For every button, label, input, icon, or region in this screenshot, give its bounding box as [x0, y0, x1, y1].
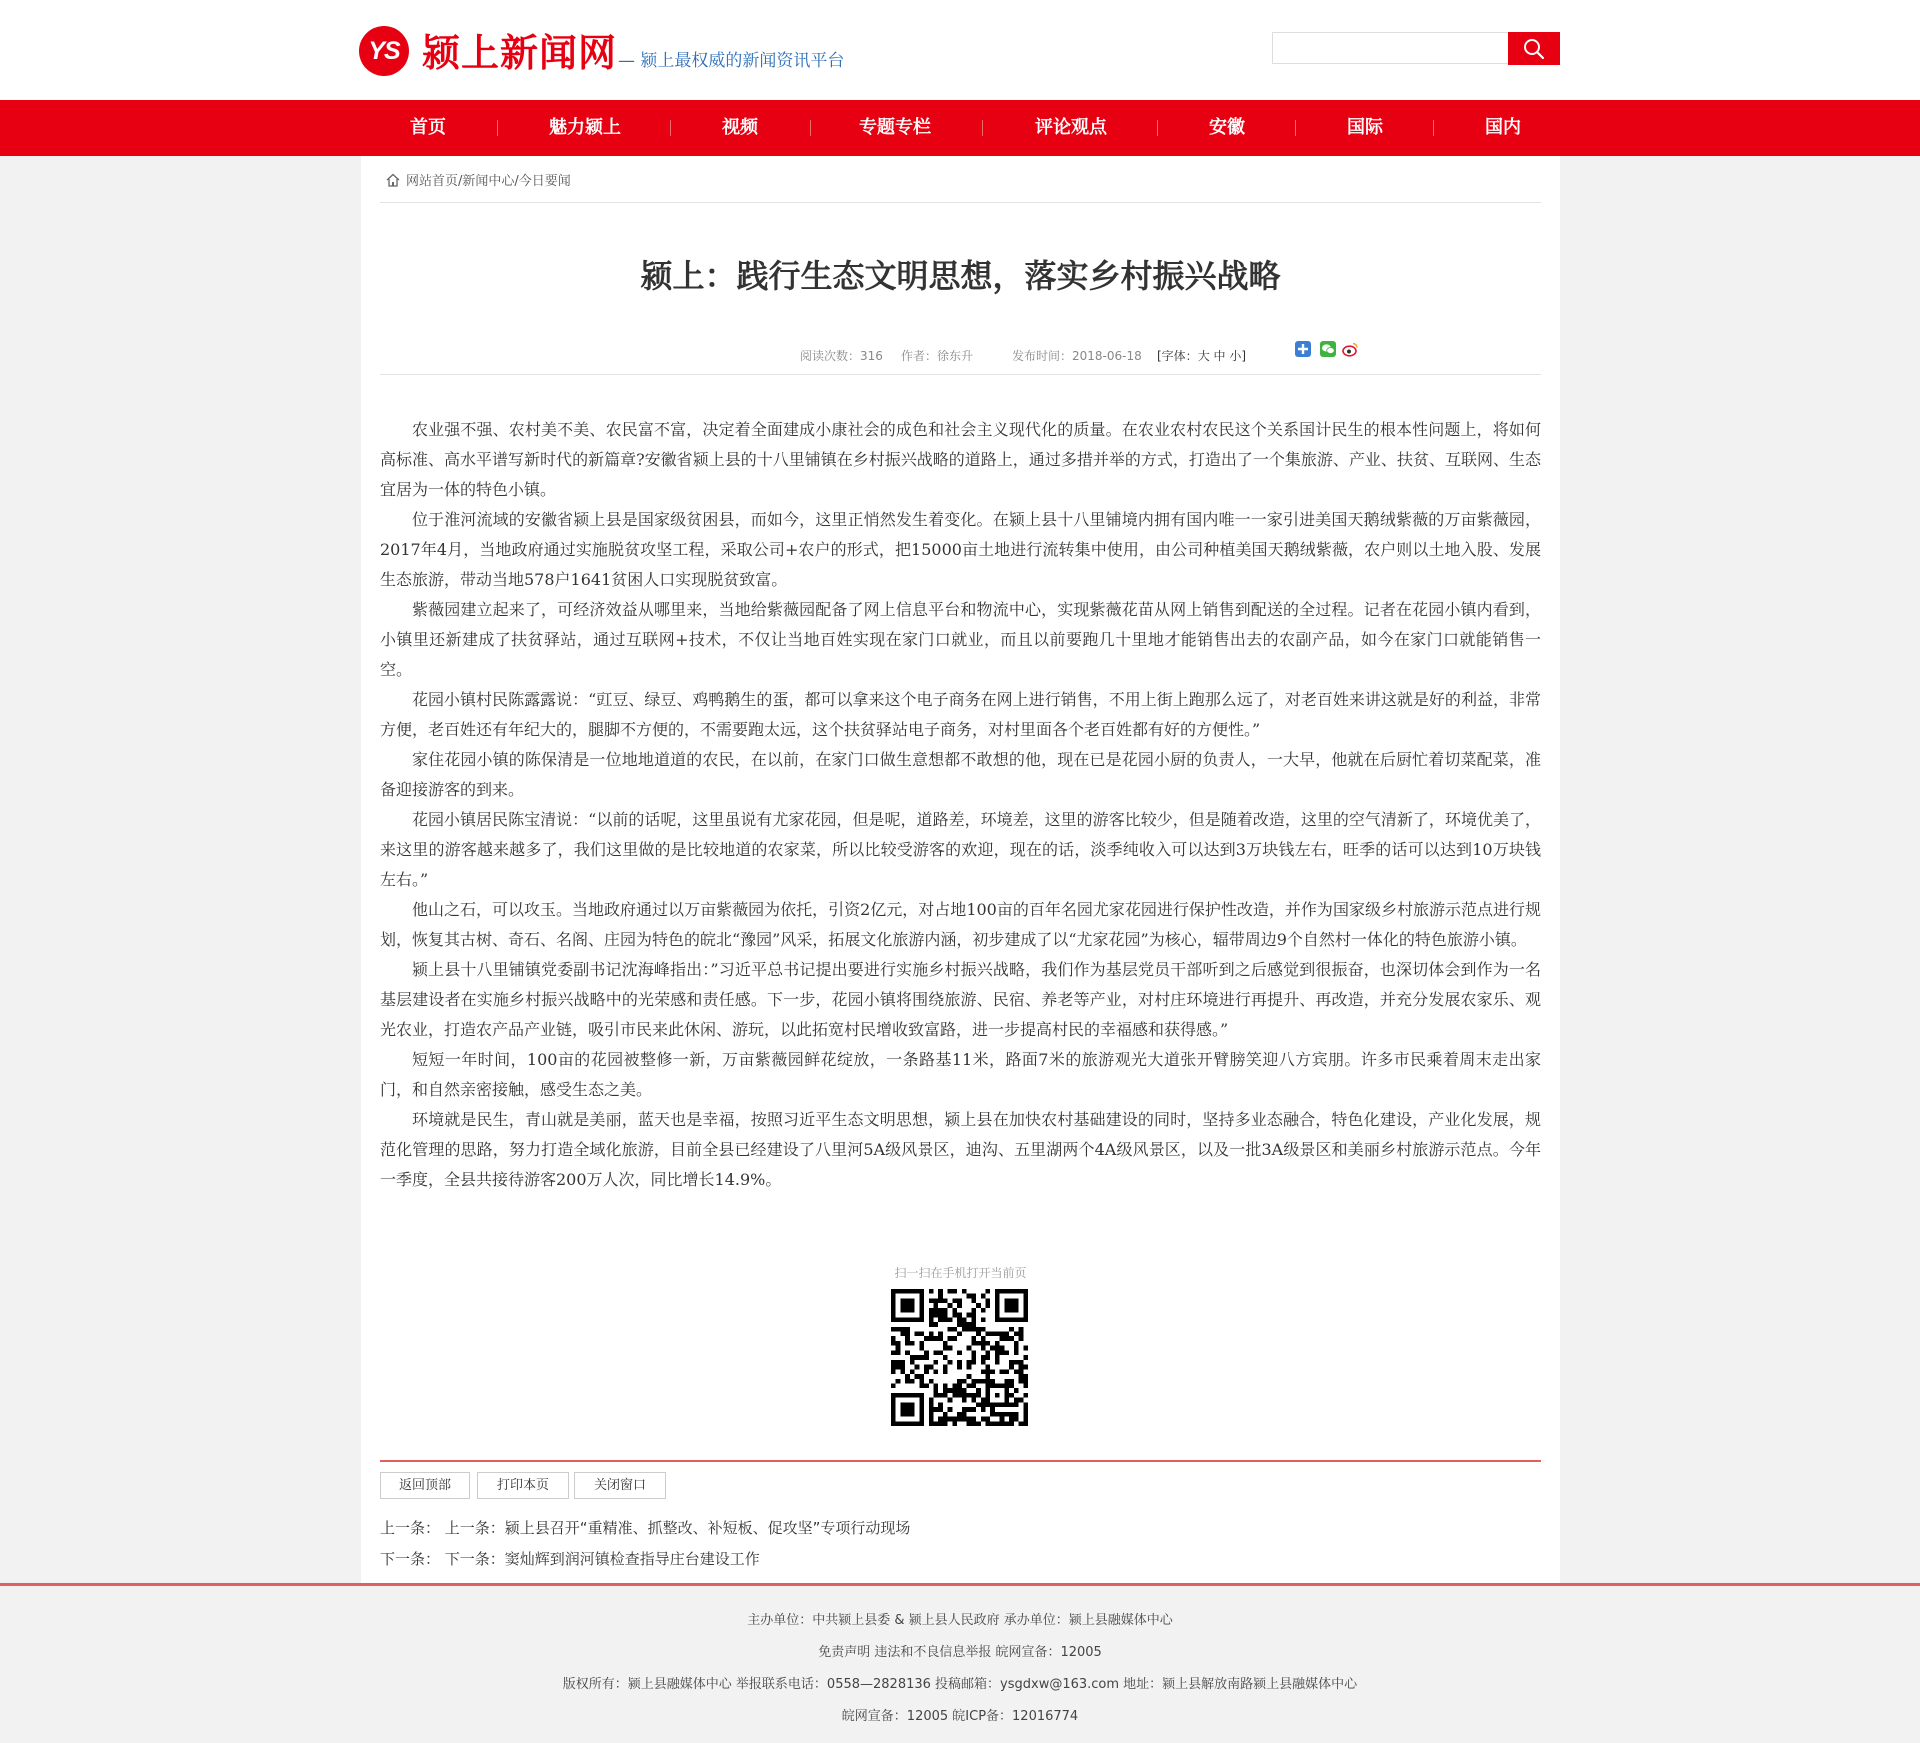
nav-separator: [1295, 120, 1296, 136]
footer-license: 皖网宣备：12005 皖ICP备：12016774: [841, 1709, 1079, 1724]
article-paragraph: 花园小镇村民陈露露说：“豇豆、绿豆、鸡鸭鹅生的蛋，都可以拿来这个电子商务在网上进行销售，不用上街上跑那么远了，对老百姓来讲这就是好的利益，非常方便，老百姓还有年纪大的，腿脚不方便的，不需要跑太远，这个扶贫驿站电子商务，对村里面各个老百姓都有好的方便性。”: [380, 690, 1541, 739]
publish-date-value: 2018-06-18: [1072, 349, 1142, 363]
site-logo-mark[interactable]: YS: [359, 26, 409, 76]
article-body: [380, 415, 1541, 1195]
author: [901, 347, 973, 364]
nav-separator: [1157, 120, 1158, 136]
plus-icon: [1295, 341, 1311, 357]
next-label: 下一条：: [380, 1550, 441, 1568]
nav-separator: [982, 120, 983, 136]
wechat-icon[interactable]: [1320, 341, 1336, 357]
font-size-large[interactable]: 大: [1197, 349, 1210, 363]
footer-disclaimer[interactable]: 免责声明 违法和不良信息举报 皖网宣备：12005: [818, 1645, 1102, 1660]
font-size-label: [字体：: [1157, 349, 1198, 363]
nav-item-international[interactable]: 国际: [1347, 117, 1383, 138]
publish-date: [1012, 347, 1142, 364]
search-input[interactable]: [1272, 32, 1508, 64]
search-button[interactable]: [1508, 32, 1560, 65]
footer-copyright: 版权所有：颍上县融媒体中心 举报联系电话：0558—2828136 投稿邮箱：ysgdxw@163.com 地址：颍上县解放南路颍上县融媒体中心: [562, 1677, 1358, 1692]
footer-organizers: 主办单位：中共颍上县委 & 颍上县人民政府 承办单位：颍上县融媒体中心: [747, 1613, 1173, 1628]
qr-code: [891, 1289, 1028, 1426]
article-paragraph: 农业强不强、农村美不美、农民富不富，决定着全面建成小康社会的成色和社会主义现代化的质量。在农业农村农民这个关系国计民生的根本性问题上，将如何高标准、高水平谱写新时代的新篇章?安徽省颍上县的十八里铺镇在乡村振兴战略的道路上，通过多措并举的方式，打造出了一个集旅游、产业、扶贫、互联网、生态宜居为一体的特色小镇。: [380, 420, 1541, 499]
share-more-icon[interactable]: [1295, 341, 1311, 357]
next-article-link[interactable]: 下一条：窦灿辉到润河镇检查指导庄台建设工作: [444, 1550, 760, 1568]
qr-caption: 扫一扫在手机打开当前页: [894, 1266, 1027, 1280]
article-paragraph: 紫薇园建立起来了，可经济效益从哪里来，当地给紫薇园配备了网上信息平台和物流中心，实现紫薇花苗从网上销售到配送的全过程。记者在花园小镇内看到，小镇里还新建成了扶贫驿站，通过互联网+技术，不仅让当地百姓实现在家门口就业，而且以前要跑几十里地才能销售出去的农副产品，如今在家门口就能销售一空。: [380, 600, 1541, 679]
nav-separator: [810, 120, 811, 136]
site-footer: [0, 1583, 1920, 1743]
article-paragraph: 环境就是民生，青山就是美丽，蓝天也是幸福，按照习近平生态文明思想，颍上县在加快农村基础建设的同时，坚持多业态融合，特色化建设，产业化发展，规范化管理的思路，努力打造全域化旅游，目前全县已经建设了八里河5A级风景区，迪沟、五里湖两个4A级风景区，以及一批3A级景区和美丽乡村旅游示范点。今年一季度，全县共接待游客200万人次，同比增长14.9%。: [380, 1110, 1541, 1189]
read-count-value: 316: [860, 349, 883, 363]
publish-date-label: 发布时间：: [1012, 349, 1073, 363]
prev-article: [380, 1517, 910, 1538]
read-count-label: 阅读次数：: [800, 349, 861, 363]
nav-item-special[interactable]: 专题专栏: [859, 117, 931, 138]
nav-item-charm[interactable]: 魅力颍上: [549, 117, 621, 138]
font-size-small[interactable]: 小: [1229, 349, 1242, 363]
print-button[interactable]: 打印本页: [477, 1472, 569, 1499]
nav-item-home[interactable]: 首页: [410, 117, 446, 138]
font-size-medium[interactable]: 中: [1213, 349, 1226, 363]
search-icon: [1522, 37, 1546, 61]
breadcrumb: [386, 170, 571, 189]
weibo-icon[interactable]: [1342, 341, 1358, 357]
nav-item-anhui[interactable]: 安徽: [1209, 117, 1245, 138]
divider: [380, 374, 1541, 375]
article-paragraph: 他山之石，可以攻玉。当地政府通过以万亩紫薇园为依托，引资2亿元，对占地100亩的百年名园尤家花园进行保护性改造，并作为国家级乡村旅游示范点进行规划，恢复其古树、奇石、名阁、庄园为特色的皖北“豫园”风采，拓展文化旅游内涵，初步建成了以“尤家花园”为核心，辐带周边9个自然村一体化的特色旅游小镇。: [380, 900, 1541, 949]
nav-item-video[interactable]: 视频: [722, 117, 758, 138]
prev-label: 上一条：: [380, 1519, 441, 1537]
home-icon: [386, 173, 400, 187]
article-paragraph: 短短一年时间，100亩的花园被整修一新，万亩紫薇园鲜花绽放，一条路基11米，路面7米的旅游观光大道张开臂膀笑迎八方宾朋。许多市民乘着周末走出家门，和自然亲密接触，感受生态之美。: [380, 1050, 1541, 1099]
read-count: [800, 347, 883, 364]
prev-article-link[interactable]: 上一条：颍上县召开“重精准、抓整改、补短板、促攻坚”专项行动现场: [444, 1519, 911, 1537]
nav-separator: [1433, 120, 1434, 136]
article-paragraph: 花园小镇居民陈宝清说：“以前的话呢，这里虽说有尤家花园，但是呢，道路差，环境差，这里的游客比较少，但是随着改造，这里的空气清新了，环境优美了，来这里的游客越来越多了，我们这里做的是比较地道的农家菜，所以比较受游客的欢迎，现在的话，淡季纯收入可以达到3万块钱左右，旺季的话可以达到10万块钱左右。”: [380, 810, 1541, 889]
font-size-switcher: [1157, 347, 1246, 364]
article-paragraph: 颍上县十八里铺镇党委副书记沈海峰指出：”习近平总书记提出要进行实施乡村振兴战略，我们作为基层党员干部听到之后感觉到很振奋，也深切体会到作为一名基层建设者在实施乡村振兴战略中的光荣感和责任感。下一步，花园小镇将围绕旅游、民宿、养老等产业，对村庄环境进行再提升、再改造，并充分发展农家乐、观光农业，打造农产品产业链，吸引市民来此休闲、游玩，以此拓宽村民增收致富路，进一步提高村民的幸福感和获得感。”: [380, 960, 1541, 1039]
site-slogan: — 颍上最权威的新闻资讯平台: [618, 51, 845, 71]
next-article: [380, 1548, 760, 1569]
close-window-button[interactable]: 关闭窗口: [574, 1472, 666, 1499]
article-title: 颍上：践行生态文明思想，落实乡村振兴战略: [640, 257, 1281, 296]
nav-separator: [670, 120, 671, 136]
divider: [380, 1460, 1541, 1462]
article-paragraph: 位于淮河流域的安徽省颍上县是国家级贫困县，而如今，这里正悄然发生着变化。在颍上县十八里铺境内拥有国内唯一一家引进美国天鹅绒紫薇的万亩紫薇园，2017年4月，当地政府通过实施脱贫攻坚工程，采取公司+农户的形式，把15000亩土地进行流转集中使用，由公司种植美国天鹅绒紫薇，农户则以土地入股、发展生态旅游，带动当地578户1641贫困人口实现脱贫致富。: [380, 510, 1541, 589]
site-header: [0, 0, 1920, 100]
main-nav: [0, 100, 1920, 156]
nav-separator: [497, 120, 498, 136]
nav-item-domestic[interactable]: 国内: [1485, 117, 1521, 138]
back-to-top-button[interactable]: 返回顶部: [380, 1472, 470, 1499]
font-size-close: ]: [1241, 349, 1247, 363]
author-value: 徐东升: [937, 349, 974, 363]
article-paragraph: 家住花园小镇的陈保清是一位地地道道的农民，在以前，在家门口做生意想都不敢想的他，现在已是花园小厨的负责人，一大早，他就在后厨忙着切菜配菜，准备迎接游客的到来。: [380, 750, 1541, 799]
nav-item-opinion[interactable]: 评论观点: [1035, 117, 1107, 138]
author-label: 作者：: [901, 349, 938, 363]
breadcrumb-path[interactable]: 网站首页/新闻中心/今日要闻: [406, 174, 571, 189]
site-name[interactable]: 颍上新闻网: [422, 31, 618, 75]
divider: [380, 202, 1541, 203]
